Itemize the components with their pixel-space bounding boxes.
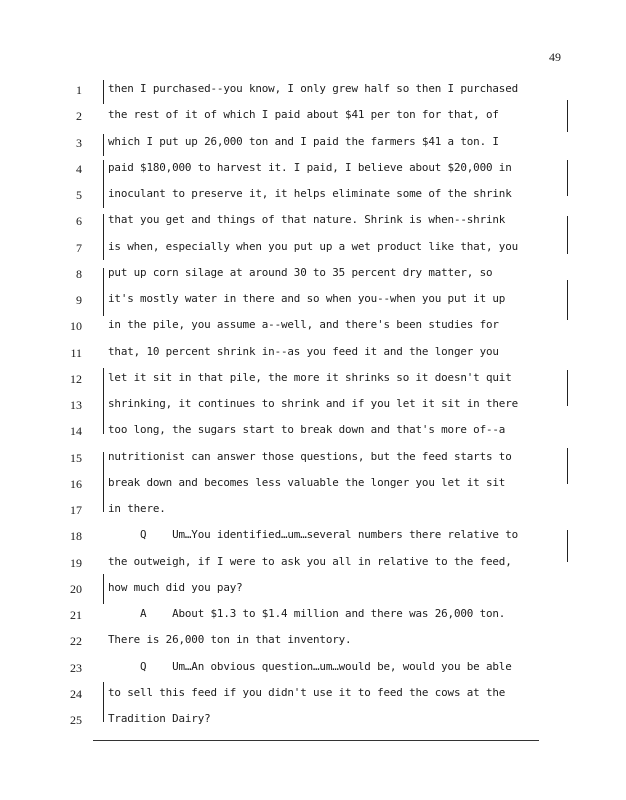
left-margin-bar (103, 160, 104, 208)
line-text: shrinking, it continues to shrink and if you let it sit in there (108, 397, 519, 410)
line-number: 20 (70, 581, 82, 596)
right-margin-bar (567, 100, 568, 132)
line-text: that, 10 percent shrink in--as you feed it and the longer you (108, 344, 499, 358)
line-text: put up corn silage at around 30 to 35 percent dry matter, so (108, 265, 493, 279)
line-text: in the pile, you assume a--well, and there's been studies for (108, 318, 499, 332)
line-number: 1 (76, 83, 82, 97)
line-text: the rest of it of which I paid about $41 per ton for that, of (108, 108, 499, 122)
line-text: break down and becomes less valuable the longer you let it sit (108, 475, 506, 489)
line-text: then I purchased--you know, I only grew half so then I purchased (108, 82, 519, 95)
line-text: which I put up 26,000 ton and I paid the farmers $41 a ton. I (108, 134, 499, 148)
left-margin-bar (103, 134, 104, 156)
line-text: Q Um…An obvious question…um…would be, would you be able (108, 659, 512, 673)
transcript-line (0, 631, 626, 657)
line-number: 5 (76, 188, 82, 202)
line-number: 8 (76, 266, 82, 281)
transcript-line (0, 448, 626, 474)
transcript-line (0, 238, 626, 264)
line-number: 11 (70, 345, 82, 360)
line-text: the outweigh, if I were to ask you all in relative to the feed, (108, 554, 512, 568)
line-number: 13 (70, 398, 82, 412)
line-number: 22 (70, 634, 82, 649)
left-margin-bar (103, 574, 104, 604)
transcript-line (0, 579, 626, 605)
transcript-line (0, 211, 626, 237)
line-text: let it sit in that pile, the more it shrinks so it doesn't quit (108, 370, 512, 384)
transcript-line (0, 290, 626, 316)
page-number: 49 (549, 50, 561, 64)
line-text: Q Um…You identified…um…several numbers there relative to (108, 528, 519, 542)
line-number: 7 (76, 240, 82, 255)
line-number: 9 (76, 293, 82, 307)
line-number: 2 (76, 109, 82, 124)
line-text: that you get and things of that nature. Shrink is when--shrink (108, 213, 506, 227)
transcript-line (0, 684, 626, 710)
transcript-line (0, 605, 626, 631)
line-text: in there. (108, 502, 166, 515)
right-margin-bar (567, 530, 568, 562)
line-text: There is 26,000 ton in that inventory. (108, 633, 352, 647)
transcript-line (0, 658, 626, 684)
transcript-line (0, 80, 626, 106)
line-number: 14 (70, 424, 82, 439)
transcript-line (0, 474, 626, 500)
line-number: 17 (70, 503, 82, 517)
line-number: 6 (76, 214, 82, 229)
transcript-line (0, 710, 626, 736)
line-number: 4 (76, 161, 82, 176)
transcript-line (0, 264, 626, 290)
transcript-line (0, 316, 626, 342)
left-margin-bar (103, 214, 104, 260)
line-text: Tradition Dairy? (108, 712, 211, 725)
left-margin-bar (103, 682, 104, 722)
transcript-line (0, 421, 626, 447)
left-margin-bar (103, 452, 104, 512)
transcript-line (0, 553, 626, 579)
line-text: paid $180,000 to harvest it. I paid, I believe about $20,000 in (108, 160, 512, 174)
line-number: 12 (70, 371, 82, 386)
transcript-line (0, 526, 626, 552)
left-margin-bar (103, 368, 104, 434)
line-number: 3 (76, 135, 82, 150)
line-number: 16 (70, 476, 82, 491)
transcript-line (0, 500, 626, 526)
line-text: it's mostly water in there and so when you--when you put it up (108, 292, 506, 305)
line-text: inoculant to preserve it, it helps eliminate some of the shrink (108, 187, 512, 200)
footer-rule (93, 740, 539, 741)
right-margin-bar (567, 280, 568, 320)
transcript-line (0, 106, 626, 132)
transcript-line (0, 395, 626, 421)
line-number: 15 (70, 450, 82, 465)
line-number: 19 (70, 555, 82, 570)
line-text: too long, the sugars start to break down and that's more of--a (108, 423, 506, 437)
line-number: 21 (70, 608, 82, 622)
left-margin-bar (103, 268, 104, 316)
left-margin-bar (103, 80, 104, 104)
transcript-line (0, 369, 626, 395)
line-text: nutritionist can answer those questions, but the feed starts to (108, 449, 512, 463)
line-number: 23 (70, 660, 82, 675)
line-number: 18 (70, 529, 82, 544)
line-number: 24 (70, 686, 82, 701)
transcript-line (0, 343, 626, 369)
right-margin-bar (567, 160, 568, 196)
transcript-line (0, 185, 626, 211)
line-text: A About $1.3 to $1.4 million and there was 26,000 ton. (108, 607, 506, 620)
line-number: 10 (70, 319, 82, 334)
line-text: how much did you pay? (108, 580, 243, 594)
transcript-line (0, 159, 626, 185)
right-margin-bar (567, 216, 568, 254)
line-text: to sell this feed if you didn't use it to feed the cows at the (108, 685, 506, 699)
right-margin-bar (567, 370, 568, 406)
right-margin-bar (567, 448, 568, 484)
line-number: 25 (70, 713, 82, 727)
transcript-line (0, 133, 626, 159)
line-text: is when, especially when you put up a wet product like that, you (108, 239, 519, 253)
